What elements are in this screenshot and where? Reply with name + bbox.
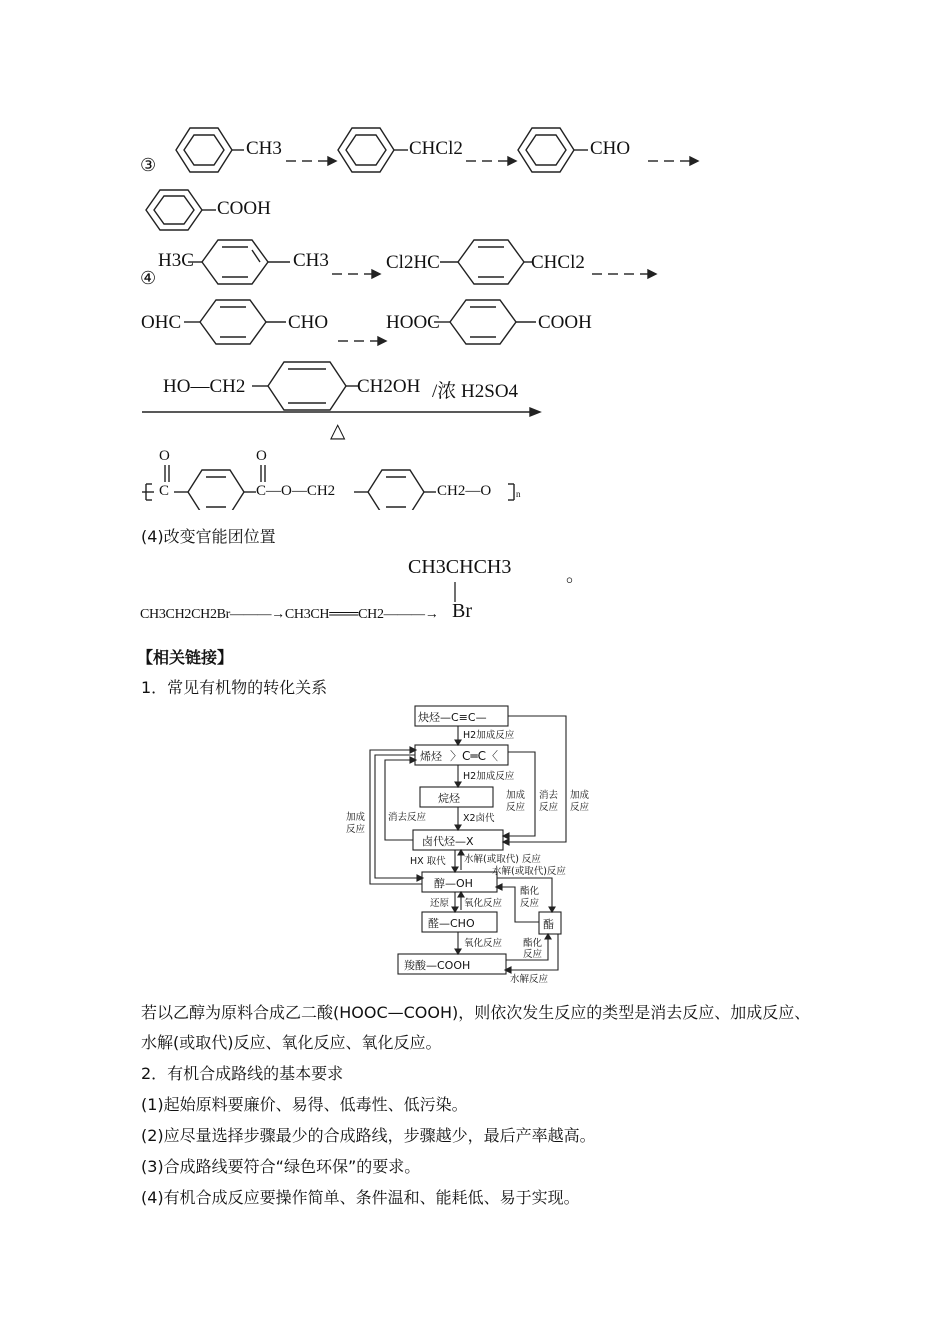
acid-left: HOOC [386,312,440,333]
requirement-4: (4)有机合成反应要操作简单、条件温和、能耗低、易于实现。 [141,1188,580,1207]
label-haloalkane: 卤代烃—X [422,835,474,848]
acid-right: COOH [538,312,592,333]
label-aldehyde: 醛—CHO [428,917,475,930]
conversion-diagram [330,700,620,990]
esterification-1: 酯化 [520,886,540,897]
route-marker-4: ④ [140,268,157,289]
polymer-carbonyl-o1: O [159,448,170,464]
elimination-inner-2: 反应 [539,802,559,813]
svg-text:〉C═C〈: 〉C═C〈 [450,749,498,763]
label-alkyne: 炔烃—C≡C— [418,711,487,724]
paragraph-1b: 水解(或取代)反应、氧化反应、氧化反应。 [141,1033,442,1052]
aldehyde-left: OHC [141,312,182,333]
elimination-inner: 消去 [539,790,559,801]
polymer-carbon-1: C [159,483,170,499]
hx-substitution: HX 取代 [410,856,446,867]
item-4-heading: (4)改变官能团位置 [141,527,276,546]
reaction-condition: /浓 H2SO4 [432,381,519,402]
x2-halogenation: X2卤代 [463,813,495,824]
esterification-2: 酯化 [523,938,543,949]
product-formula: CH3CHCH3 [408,556,512,578]
esterification-2b: 反应 [523,949,543,960]
oxidation-2: 氧化反应 [464,938,503,949]
methyl-right: CH3 [293,250,329,271]
hydrolysis-2: 水解(或取代)反应 [492,866,566,877]
requirement-1: (1)起始原料要廉价、易得、低毒性、低污染。 [141,1095,468,1114]
addition-inner-2: 反应 [506,802,526,813]
hydrolysis-3: 水解反应 [510,974,549,985]
polymer-ester-link: C—O—CH2 [256,483,336,499]
aldehyde-right: CHO [288,312,329,333]
route-marker-3: ③ [140,155,157,176]
requirement-3: (3)合成路线要符合“绿色环保”的要求。 [141,1157,421,1176]
elimination-left: 消去反应 [388,812,427,823]
point-1-heading: 1．常见有机物的转化关系 [141,678,328,697]
methyl-left: H3C [158,250,194,271]
dichloro-right: CHCl2 [531,252,585,273]
route-3-structures [140,118,720,238]
requirement-2: (2)应尽量选择步骤最少的合成路线，步骤越少，最后产率越高。 [141,1126,596,1145]
esterification-1b: 反应 [520,898,540,909]
polymer-degree: n [516,489,521,499]
addition-left-2: 反应 [346,824,366,835]
diol-left: HO—CH2 [163,376,246,397]
label-acid: 羧酸—COOH [404,959,471,972]
h2-addition-1: H2加成反应 [463,730,515,741]
addition-inner: 加成 [506,790,526,801]
diol-right: CH2OH [357,376,421,397]
heat-symbol: △ [330,420,346,442]
addition-outer: 加成 [570,790,590,801]
label-alcohol: 醇—OH [434,877,473,890]
addition-outer-2: 反应 [570,802,590,813]
substituent-cooh: COOH [217,198,271,219]
label-alkane: 烷烃 [438,792,460,805]
product-period: 。 [566,565,586,586]
hydrolysis-1: 水解(或取代) 反应 [464,854,541,865]
related-heading: 【相关链接】 [137,648,234,667]
reduction: 还原 [430,898,450,909]
substituent-ch3: CH3 [246,138,282,159]
product-bromine: Br [452,600,472,622]
polymer-carbonyl-o2: O [256,448,267,464]
item-4-route: CH3CH2CH2Br———→CH3CH═══CH2———→ [140,607,439,622]
addition-left: 加成 [346,812,366,823]
oxidation-1: 氧化反应 [464,898,503,909]
substituent-cho: CHO [590,138,631,159]
label-alkene: 烯烃 [420,750,442,763]
label-ester: 酯 [543,918,554,931]
paragraph-1a: 若以乙醇为原料合成乙二酸(HOOC—COOH)，则依次发生反应的类型是消去反应、加成反应、 [141,1003,811,1022]
point-2-heading: 2．有机合成路线的基本要求 [141,1064,344,1083]
substituent-chcl2: CHCl2 [409,138,463,159]
polymer-end: CH2—O [437,483,492,499]
dichloro-left: Cl2HC [386,252,440,273]
route-4-structures [140,230,720,510]
h2-addition-2: H2加成反应 [463,771,515,782]
